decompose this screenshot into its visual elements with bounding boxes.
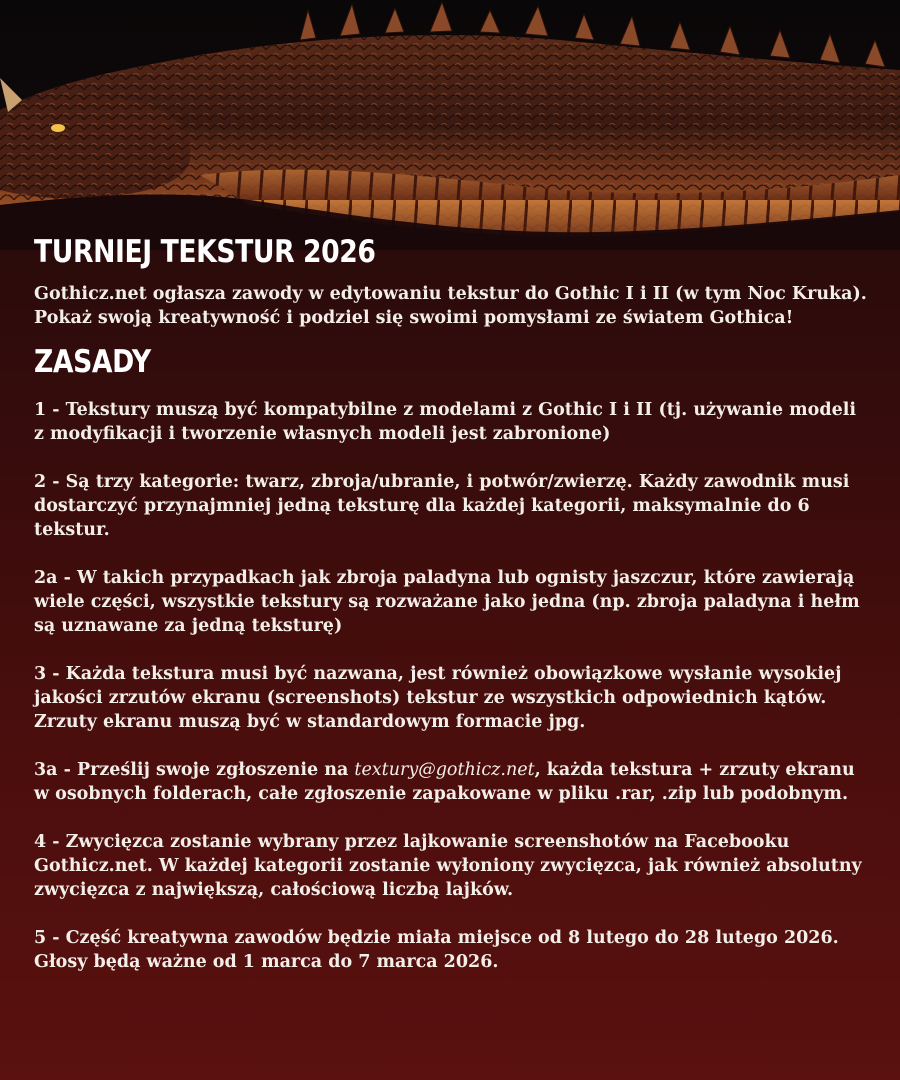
rules-list [34,398,870,974]
dragon-banner [0,0,900,250]
main-content [34,232,870,998]
rule-4: 4 - Zwycięzca zostanie wybrany przez lajkowanie screenshotów na Facebooku Gothicz.net. W każdej kategorii zostanie wyłoniony zwycięzca, jak również absolutny zwycięzca z największą, całościową liczbą lajków. [34,832,862,900]
rule-3: 3 - Każda tekstura musi być nazwana, jest również obowiązkowe wysłanie wysokiej jakości zrzutów ekranu (screenshots) tekstur ze wszystkich odpowiednich kątów. Zrzuty ekranu muszą być w standardowym formacie jpg. [34,664,842,732]
intro-text: Gothicz.net ogłasza zawody w edytowaniu tekstur do Gothic I i II (w tym Noc Kruka). Pokaż swoją kreatywność i podziel się swoimi pomysłami ze światem Gothica! [34,284,867,328]
rule-3a-before: 3a - Prześlij swoje zgłoszenie na [34,760,355,780]
rule-2a: 2a - W takich przypadkach jak zbroja paladyna lub ognisty jaszczur, które zawierają wiele części, wszystkie tekstury są rozważane jako jedna (np. zbroja paladyna i hełm są uznawane za jedną teksturę) [34,568,860,636]
rule-2: 2 - Są trzy kategorie: twarz, zbroja/ubranie, i potwór/zwierzę. Każdy zawodnik musi dostarczyć przynajmniej jedną teksturę dla każdej kategorii, maksymalnie do 6 tekstur. [34,472,850,540]
rule-3a [34,758,870,806]
dragon-icon [0,0,900,250]
email-address: textury@gothicz.net [354,760,535,780]
rule-5: 5 - Część kreatywna zawodów będzie miała miejsce od 8 lutego do 28 lutego 2026. Głosy będą ważne od 1 marca do 7 marca 2026. [34,928,839,972]
rule-3a-after: , każda tekstura + zrzuty ekranu w osobnych folderach, całe zgłoszenie zapakowane w pliku .rar, .zip lub podobnym. [34,760,855,804]
page-title: TURNIEJ TEKSTUR 2026 [34,234,376,270]
rules-heading: ZASADY [34,344,151,380]
rule-1: 1 - Tekstury muszą być kompatybilne z modelami z Gothic I i II (tj. używanie modeli z modyfikacji i tworzenie własnych modeli jest zabronione) [34,400,857,444]
